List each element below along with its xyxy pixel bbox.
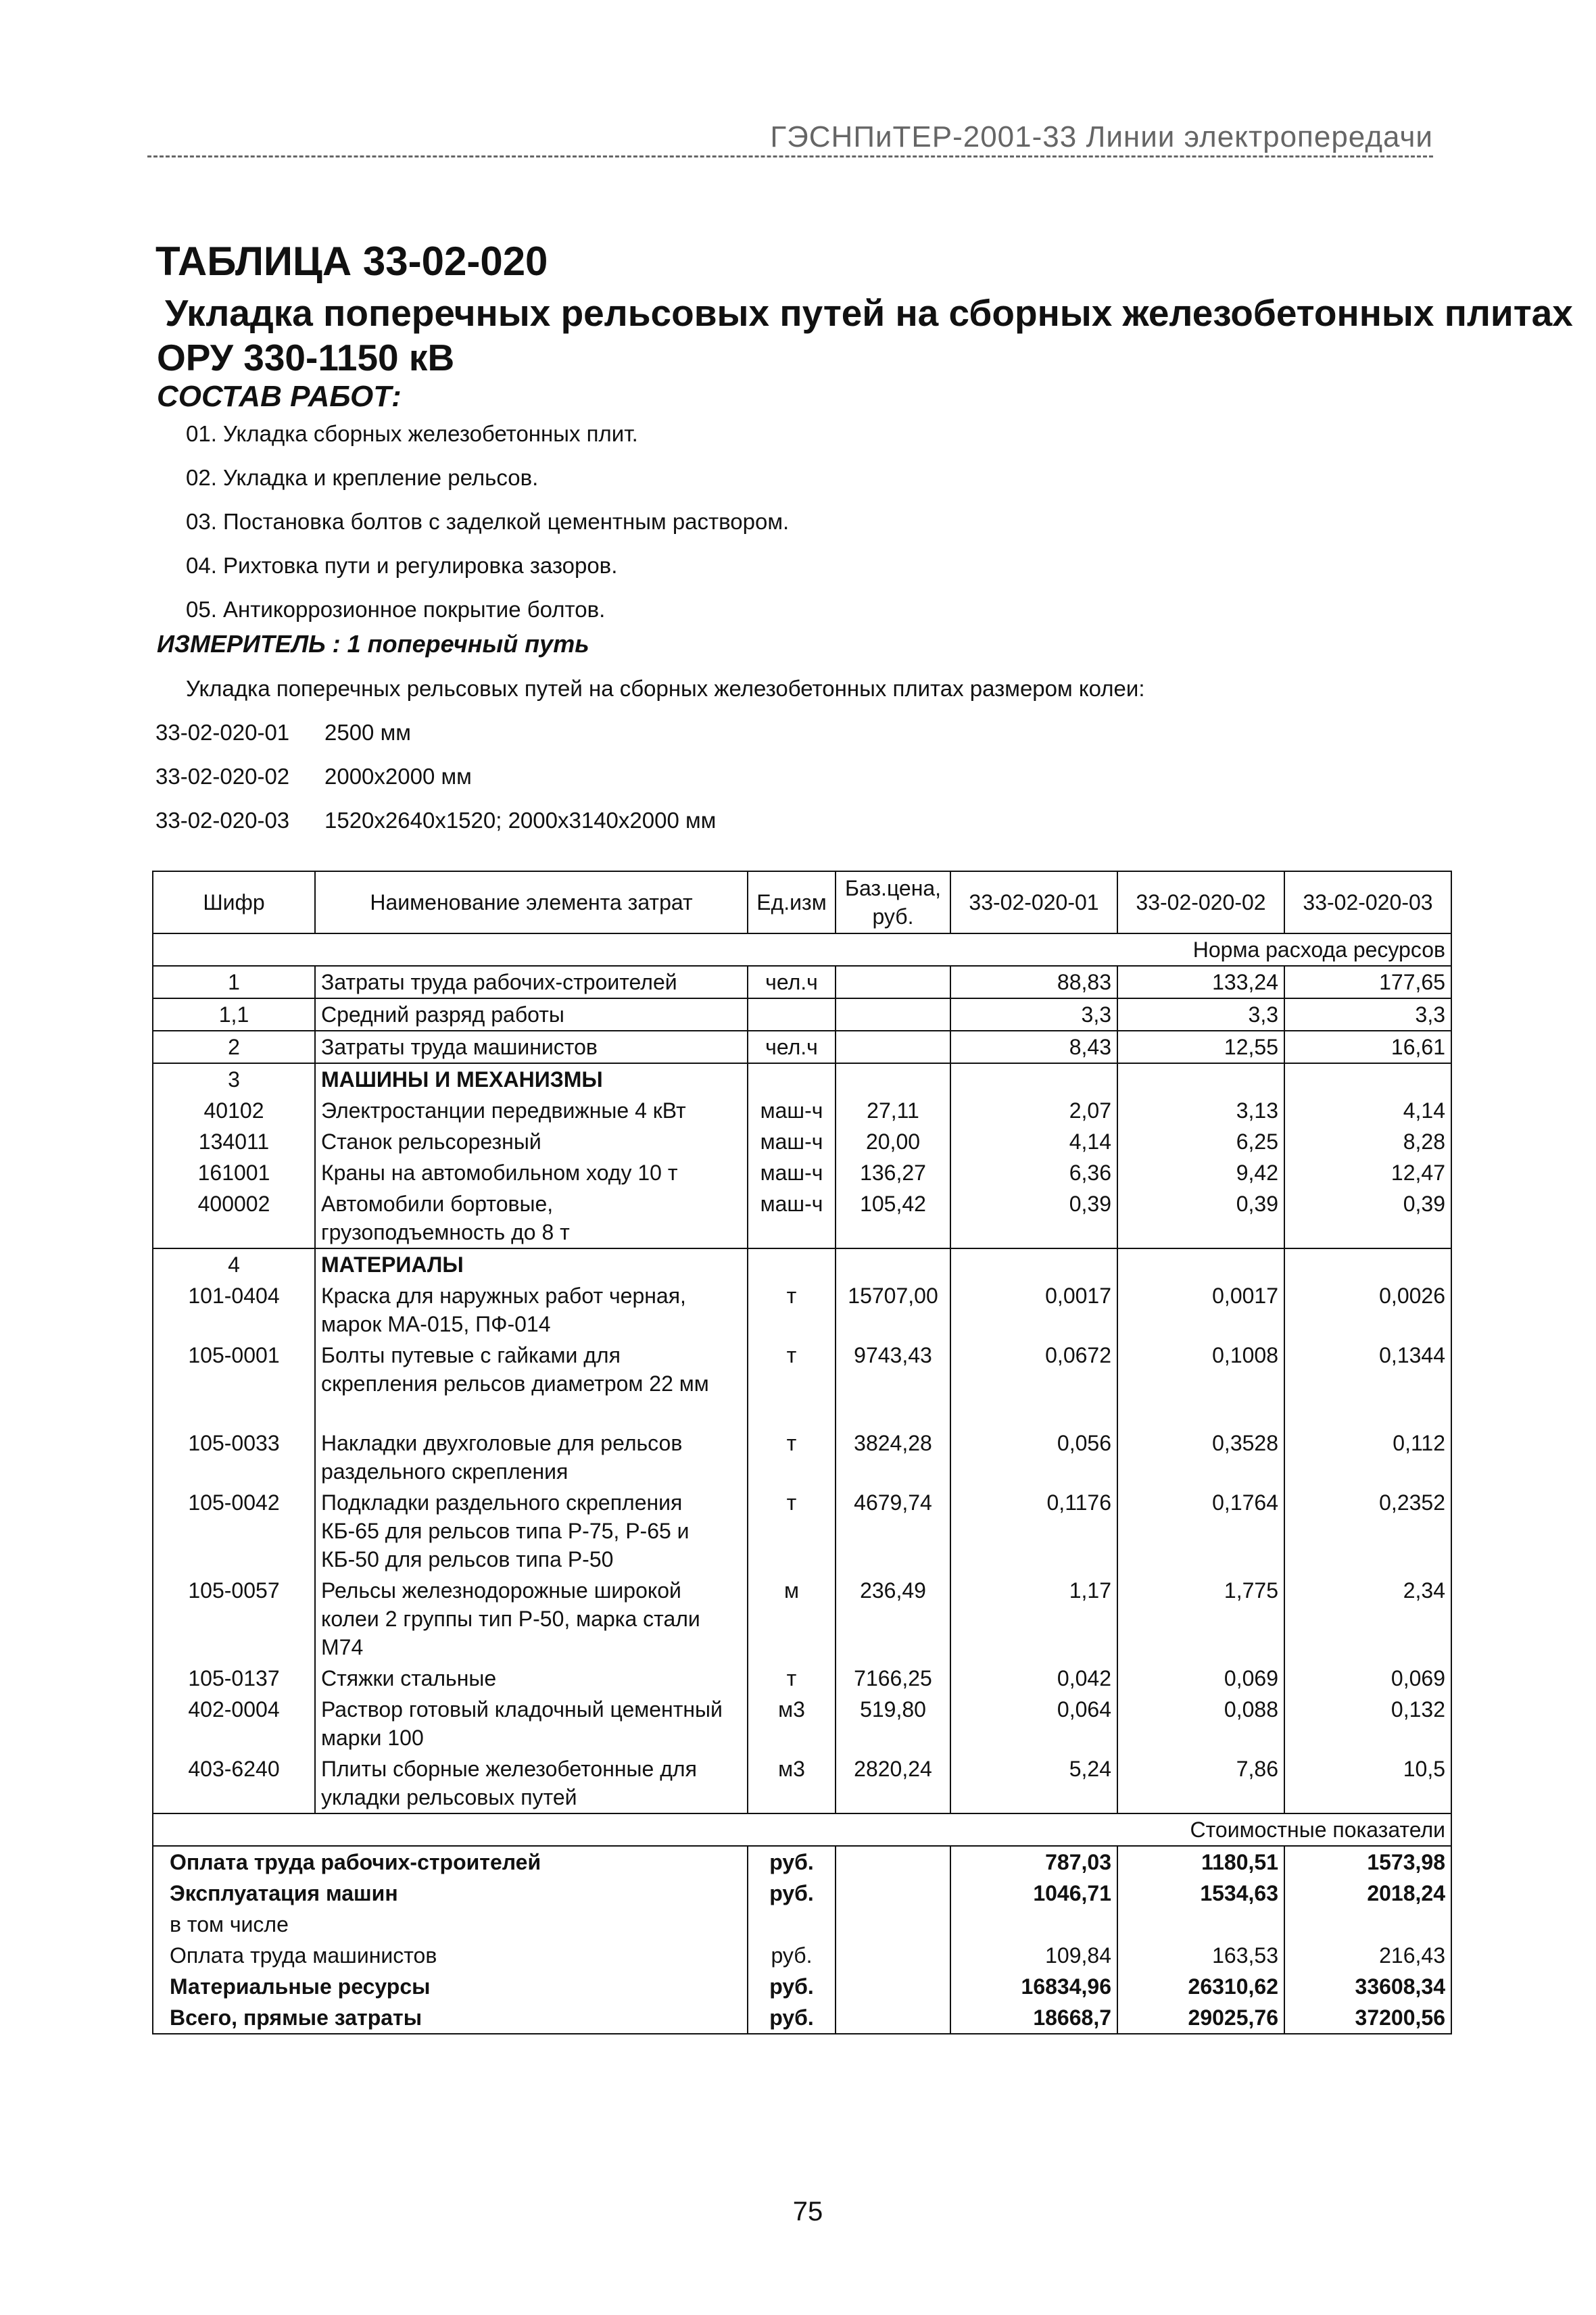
cost-label-row (153, 1813, 1451, 1846)
row-base-price: 105,42 (836, 1188, 950, 1248)
row-base-price (836, 966, 950, 998)
row-value-03: 177,65 (1284, 966, 1451, 998)
cost-row (153, 1878, 1451, 1909)
row-value-03: 3,3 (1284, 998, 1451, 1031)
cost-label: Стоимостные показатели (153, 1813, 1451, 1846)
row-unit: м (748, 1575, 836, 1663)
section-subtitle (157, 291, 1573, 380)
header-price-line1: Баз.цена, (844, 876, 942, 900)
cost-unit: руб. (748, 1878, 836, 1909)
subtitle-line-1: Укладка поперечных рельсовых путей на сборных железобетонных плитах (165, 292, 1573, 334)
row-value-02 (1117, 1248, 1284, 1280)
table-row (153, 966, 1451, 998)
row-value-03: 16,61 (1284, 1031, 1451, 1063)
cost-price-empty (836, 1940, 950, 1971)
row-unit: т (748, 1428, 836, 1487)
row-value-01 (950, 1063, 1117, 1095)
row-value-02: 3,13 (1117, 1095, 1284, 1126)
cost-value-01: 1046,71 (950, 1878, 1117, 1909)
row-base-price: 27,11 (836, 1095, 950, 1126)
cost-value-02: 1180,51 (1117, 1846, 1284, 1878)
variant-size: 1520х2640х1520; 2000х3140х2000 мм (324, 808, 717, 833)
row-base-price: 519,80 (836, 1694, 950, 1753)
row-value-02: 7,86 (1117, 1753, 1284, 1813)
row-code: 161001 (153, 1157, 315, 1188)
cost-price-empty (836, 1909, 950, 1940)
row-base-price: 7166,25 (836, 1663, 950, 1694)
row-value-02: 9,42 (1117, 1157, 1284, 1188)
header-code: Шифр (153, 871, 315, 933)
variant-row (155, 718, 716, 762)
cost-unit: руб. (748, 2002, 836, 2034)
row-name: Затраты труда рабочих-строителей (315, 966, 748, 998)
row-name: Подкладки раздельного скрепления КБ-65 для рельсов типа Р-75, Р-65 и КБ-50 для рельсов типа Р-50 (315, 1487, 748, 1575)
row-base-price: 20,00 (836, 1126, 950, 1157)
row-unit: чел.ч (748, 966, 836, 998)
row-value-02: 0,1008 (1117, 1340, 1284, 1428)
row-value-02: 3,3 (1117, 998, 1284, 1031)
cost-unit: руб. (748, 1940, 836, 1971)
row-unit: т (748, 1280, 836, 1340)
row-unit: маш-ч (748, 1157, 836, 1188)
table-row (153, 1095, 1451, 1126)
row-code: 403-6240 (153, 1753, 315, 1813)
header-col3: 33-02-020-03 (1284, 871, 1451, 933)
row-base-price (836, 1063, 950, 1095)
table-row (153, 1694, 1451, 1753)
table-row (153, 1575, 1451, 1663)
row-value-03: 0,112 (1284, 1428, 1451, 1487)
row-value-01: 3,3 (950, 998, 1117, 1031)
variants-list (155, 718, 716, 850)
row-code: 105-0042 (153, 1487, 315, 1575)
table-row (153, 998, 1451, 1031)
row-value-02: 0,088 (1117, 1694, 1284, 1753)
row-base-price (836, 1031, 950, 1063)
row-code: 1 (153, 966, 315, 998)
cost-value-01: 109,84 (950, 1940, 1117, 1971)
section-row (153, 1063, 1451, 1095)
row-value-01: 0,0672 (950, 1340, 1117, 1428)
norm-label: Норма расхода ресурсов (153, 933, 1451, 966)
row-name: Краска для наружных работ черная, марок МА-015, ПФ-014 (315, 1280, 748, 1340)
cost-value-01: 16834,96 (950, 1971, 1117, 2002)
row-unit: маш-ч (748, 1095, 836, 1126)
row-value-02: 0,069 (1117, 1663, 1284, 1694)
cost-name: Материальные ресурсы (153, 1971, 748, 2002)
row-value-03: 8,28 (1284, 1126, 1451, 1157)
cost-unit: руб. (748, 1971, 836, 2002)
row-base-price: 236,49 (836, 1575, 950, 1663)
row-name: Автомобили бортовые, грузоподъемность до 8 т (315, 1188, 748, 1248)
row-value-01 (950, 1248, 1117, 1280)
composition-title: СОСТАВ РАБОТ: (157, 380, 402, 413)
work-item: 01. Укладка сборных железобетонных плит. (186, 421, 638, 446)
row-unit (748, 1248, 836, 1280)
variant-size: 2000х2000 мм (324, 764, 472, 789)
row-name: МАТЕРИАЛЫ (315, 1248, 748, 1280)
row-unit: маш-ч (748, 1188, 836, 1248)
table-row (153, 1188, 1451, 1248)
cost-value-02: 1534,63 (1117, 1878, 1284, 1909)
row-code: 400002 (153, 1188, 315, 1248)
row-base-price (836, 1248, 950, 1280)
row-code: 105-0001 (153, 1340, 315, 1428)
work-item: 02. Укладка и крепление рельсов. (186, 465, 539, 490)
cost-value-03: 33608,34 (1284, 1971, 1451, 2002)
row-value-01: 0,064 (950, 1694, 1117, 1753)
cost-name: Всего, прямые затраты (153, 2002, 748, 2034)
table-row (153, 1428, 1451, 1487)
cost-price-empty (836, 1878, 950, 1909)
row-value-01: 2,07 (950, 1095, 1117, 1126)
header-name: Наименование элемента затрат (315, 871, 748, 933)
row-unit (748, 1063, 836, 1095)
row-value-01: 0,056 (950, 1428, 1117, 1487)
row-name: МАШИНЫ И МЕХАНИЗМЫ (315, 1063, 748, 1095)
cost-row (153, 1909, 1451, 1940)
row-value-01: 0,39 (950, 1188, 1117, 1248)
norm-label-row (153, 933, 1451, 966)
cost-unit: руб. (748, 1846, 836, 1878)
row-value-02: 0,3528 (1117, 1428, 1284, 1487)
row-code: 101-0404 (153, 1280, 315, 1340)
row-value-02: 12,55 (1117, 1031, 1284, 1063)
table-title: ТАБЛИЦА 33-02-020 (155, 239, 548, 284)
row-unit: м3 (748, 1753, 836, 1813)
cost-value-01 (950, 1909, 1117, 1940)
header-col1: 33-02-020-01 (950, 871, 1117, 933)
table-row (153, 1487, 1451, 1575)
row-value-01: 88,83 (950, 966, 1117, 998)
row-value-03 (1284, 1248, 1451, 1280)
row-code: 3 (153, 1063, 315, 1095)
row-value-01: 0,042 (950, 1663, 1117, 1694)
row-value-01: 8,43 (950, 1031, 1117, 1063)
row-name: Электростанции передвижные 4 кВт (315, 1095, 748, 1126)
cost-unit (748, 1909, 836, 1940)
row-unit: маш-ч (748, 1126, 836, 1157)
table-row (153, 1753, 1451, 1813)
row-name: Краны на автомобильном ходу 10 т (315, 1157, 748, 1188)
work-item: 05. Антикоррозионное покрытие болтов. (186, 597, 606, 622)
row-value-01: 5,24 (950, 1753, 1117, 1813)
variants-intro: Укладка поперечных рельсовых путей на сборных железобетонных плитах размером колеи: (186, 676, 1145, 701)
row-value-02: 133,24 (1117, 966, 1284, 998)
row-code: 4 (153, 1248, 315, 1280)
row-code: 2 (153, 1031, 315, 1063)
row-base-price (836, 998, 950, 1031)
table-row (153, 1663, 1451, 1694)
row-code: 105-0137 (153, 1663, 315, 1694)
row-value-02 (1117, 1063, 1284, 1095)
row-base-price: 136,27 (836, 1157, 950, 1188)
table-row (153, 1126, 1451, 1157)
row-name: Затраты труда машинистов (315, 1031, 748, 1063)
table-header-row (153, 871, 1451, 933)
header-unit: Ед.изм (748, 871, 836, 933)
cost-row (153, 1846, 1451, 1878)
variant-code: 33-02-020-01 (155, 720, 290, 745)
cost-row (153, 2002, 1451, 2034)
row-value-03: 4,14 (1284, 1095, 1451, 1126)
cost-value-03 (1284, 1909, 1451, 1940)
header-price-line2: руб. (872, 904, 914, 929)
row-value-01: 1,17 (950, 1575, 1117, 1663)
cost-price-empty (836, 1971, 950, 2002)
cost-price-empty (836, 2002, 950, 2034)
cost-name: в том числе (153, 1909, 748, 1940)
variant-code: 33-02-020-03 (155, 808, 290, 833)
row-name: Раствор готовый кладочный цементный марки 100 (315, 1694, 748, 1753)
table-row (153, 1340, 1451, 1428)
header-price (836, 871, 950, 933)
variant-code: 33-02-020-02 (155, 764, 290, 789)
cost-value-01: 18668,7 (950, 2002, 1117, 2034)
row-unit (748, 998, 836, 1031)
variant-row (155, 806, 716, 850)
table-body (153, 933, 1451, 2034)
cost-name: Эксплуатация машин (153, 1878, 748, 1909)
cost-name: Оплата труда машинистов (153, 1940, 748, 1971)
cost-value-02 (1117, 1909, 1284, 1940)
work-item: 04. Рихтовка пути и регулировка зазоров. (186, 553, 618, 578)
row-value-02: 0,39 (1117, 1188, 1284, 1248)
row-name: Стяжки стальные (315, 1663, 748, 1694)
cost-row (153, 1971, 1451, 2002)
work-item: 03. Постановка болтов с заделкой цементным раствором. (186, 509, 790, 534)
cost-value-03: 37200,56 (1284, 2002, 1451, 2034)
row-base-price: 9743,43 (836, 1340, 950, 1428)
row-value-03: 0,39 (1284, 1188, 1451, 1248)
row-value-03: 12,47 (1284, 1157, 1451, 1188)
row-value-02: 6,25 (1117, 1126, 1284, 1157)
row-value-03: 0,132 (1284, 1694, 1451, 1753)
row-value-03: 0,1344 (1284, 1340, 1451, 1428)
work-items-list (186, 419, 789, 639)
cost-price-empty (836, 1846, 950, 1878)
row-value-01: 0,0017 (950, 1280, 1117, 1340)
header-divider (147, 155, 1433, 157)
cost-value-03: 2018,24 (1284, 1878, 1451, 1909)
row-value-03: 0,069 (1284, 1663, 1451, 1694)
cost-value-01: 787,03 (950, 1846, 1117, 1878)
row-name: Плиты сборные железобетонные для укладки рельсовых путей (315, 1753, 748, 1813)
row-code: 402-0004 (153, 1694, 315, 1753)
row-base-price: 2820,24 (836, 1753, 950, 1813)
row-value-02: 0,0017 (1117, 1280, 1284, 1340)
cost-row (153, 1940, 1451, 1971)
table-row (153, 1280, 1451, 1340)
page-number: 75 (792, 2197, 823, 2226)
row-value-03 (1284, 1063, 1451, 1095)
cost-value-02: 163,53 (1117, 1940, 1284, 1971)
header-col2: 33-02-020-02 (1117, 871, 1284, 933)
row-value-03: 0,0026 (1284, 1280, 1451, 1340)
row-value-02: 0,1764 (1117, 1487, 1284, 1575)
row-code: 40102 (153, 1095, 315, 1126)
table-row (153, 1157, 1451, 1188)
row-value-03: 0,2352 (1284, 1487, 1451, 1575)
row-unit: т (748, 1663, 836, 1694)
table-row (153, 1031, 1451, 1063)
variant-size: 2500 мм (324, 720, 411, 745)
row-base-price: 3824,28 (836, 1428, 950, 1487)
row-base-price: 15707,00 (836, 1280, 950, 1340)
row-unit: чел.ч (748, 1031, 836, 1063)
row-name: Средний разряд работы (315, 998, 748, 1031)
row-unit: м3 (748, 1694, 836, 1753)
measure-unit: ИЗМЕРИТЕЛЬ : 1 поперечный путь (157, 630, 589, 658)
variant-row (155, 762, 716, 806)
row-value-01: 6,36 (950, 1157, 1117, 1188)
resource-table (152, 871, 1452, 2034)
row-value-01: 0,1176 (950, 1487, 1117, 1575)
row-name: Накладки двухголовые для рельсов раздельного скрепления (315, 1428, 748, 1487)
row-value-02: 1,775 (1117, 1575, 1284, 1663)
row-name: Рельсы железнодорожные широкой колеи 2 группы тип Р-50, марка стали М74 (315, 1575, 748, 1663)
row-unit: т (748, 1487, 836, 1575)
cost-name: Оплата труда рабочих-строителей (153, 1846, 748, 1878)
cost-value-03: 216,43 (1284, 1940, 1451, 1971)
row-code: 1,1 (153, 998, 315, 1031)
cost-value-02: 29025,76 (1117, 2002, 1284, 2034)
subtitle-line-2: ОРУ 330-1150 кВ (157, 337, 455, 379)
section-row (153, 1248, 1451, 1280)
row-value-01: 4,14 (950, 1126, 1117, 1157)
row-base-price: 4679,74 (836, 1487, 950, 1575)
row-code: 134011 (153, 1126, 315, 1157)
row-name: Болты путевые с гайками для скрепления рельсов диаметром 22 мм (315, 1340, 748, 1428)
running-header: ГЭСНПиТЕР-2001-33 Линии электропередачи (770, 120, 1433, 153)
row-code: 105-0057 (153, 1575, 315, 1663)
row-code: 105-0033 (153, 1428, 315, 1487)
row-unit: т (748, 1340, 836, 1428)
row-name: Станок рельсорезный (315, 1126, 748, 1157)
cost-value-03: 1573,98 (1284, 1846, 1451, 1878)
row-value-03: 10,5 (1284, 1753, 1451, 1813)
cost-value-02: 26310,62 (1117, 1971, 1284, 2002)
row-value-03: 2,34 (1284, 1575, 1451, 1663)
